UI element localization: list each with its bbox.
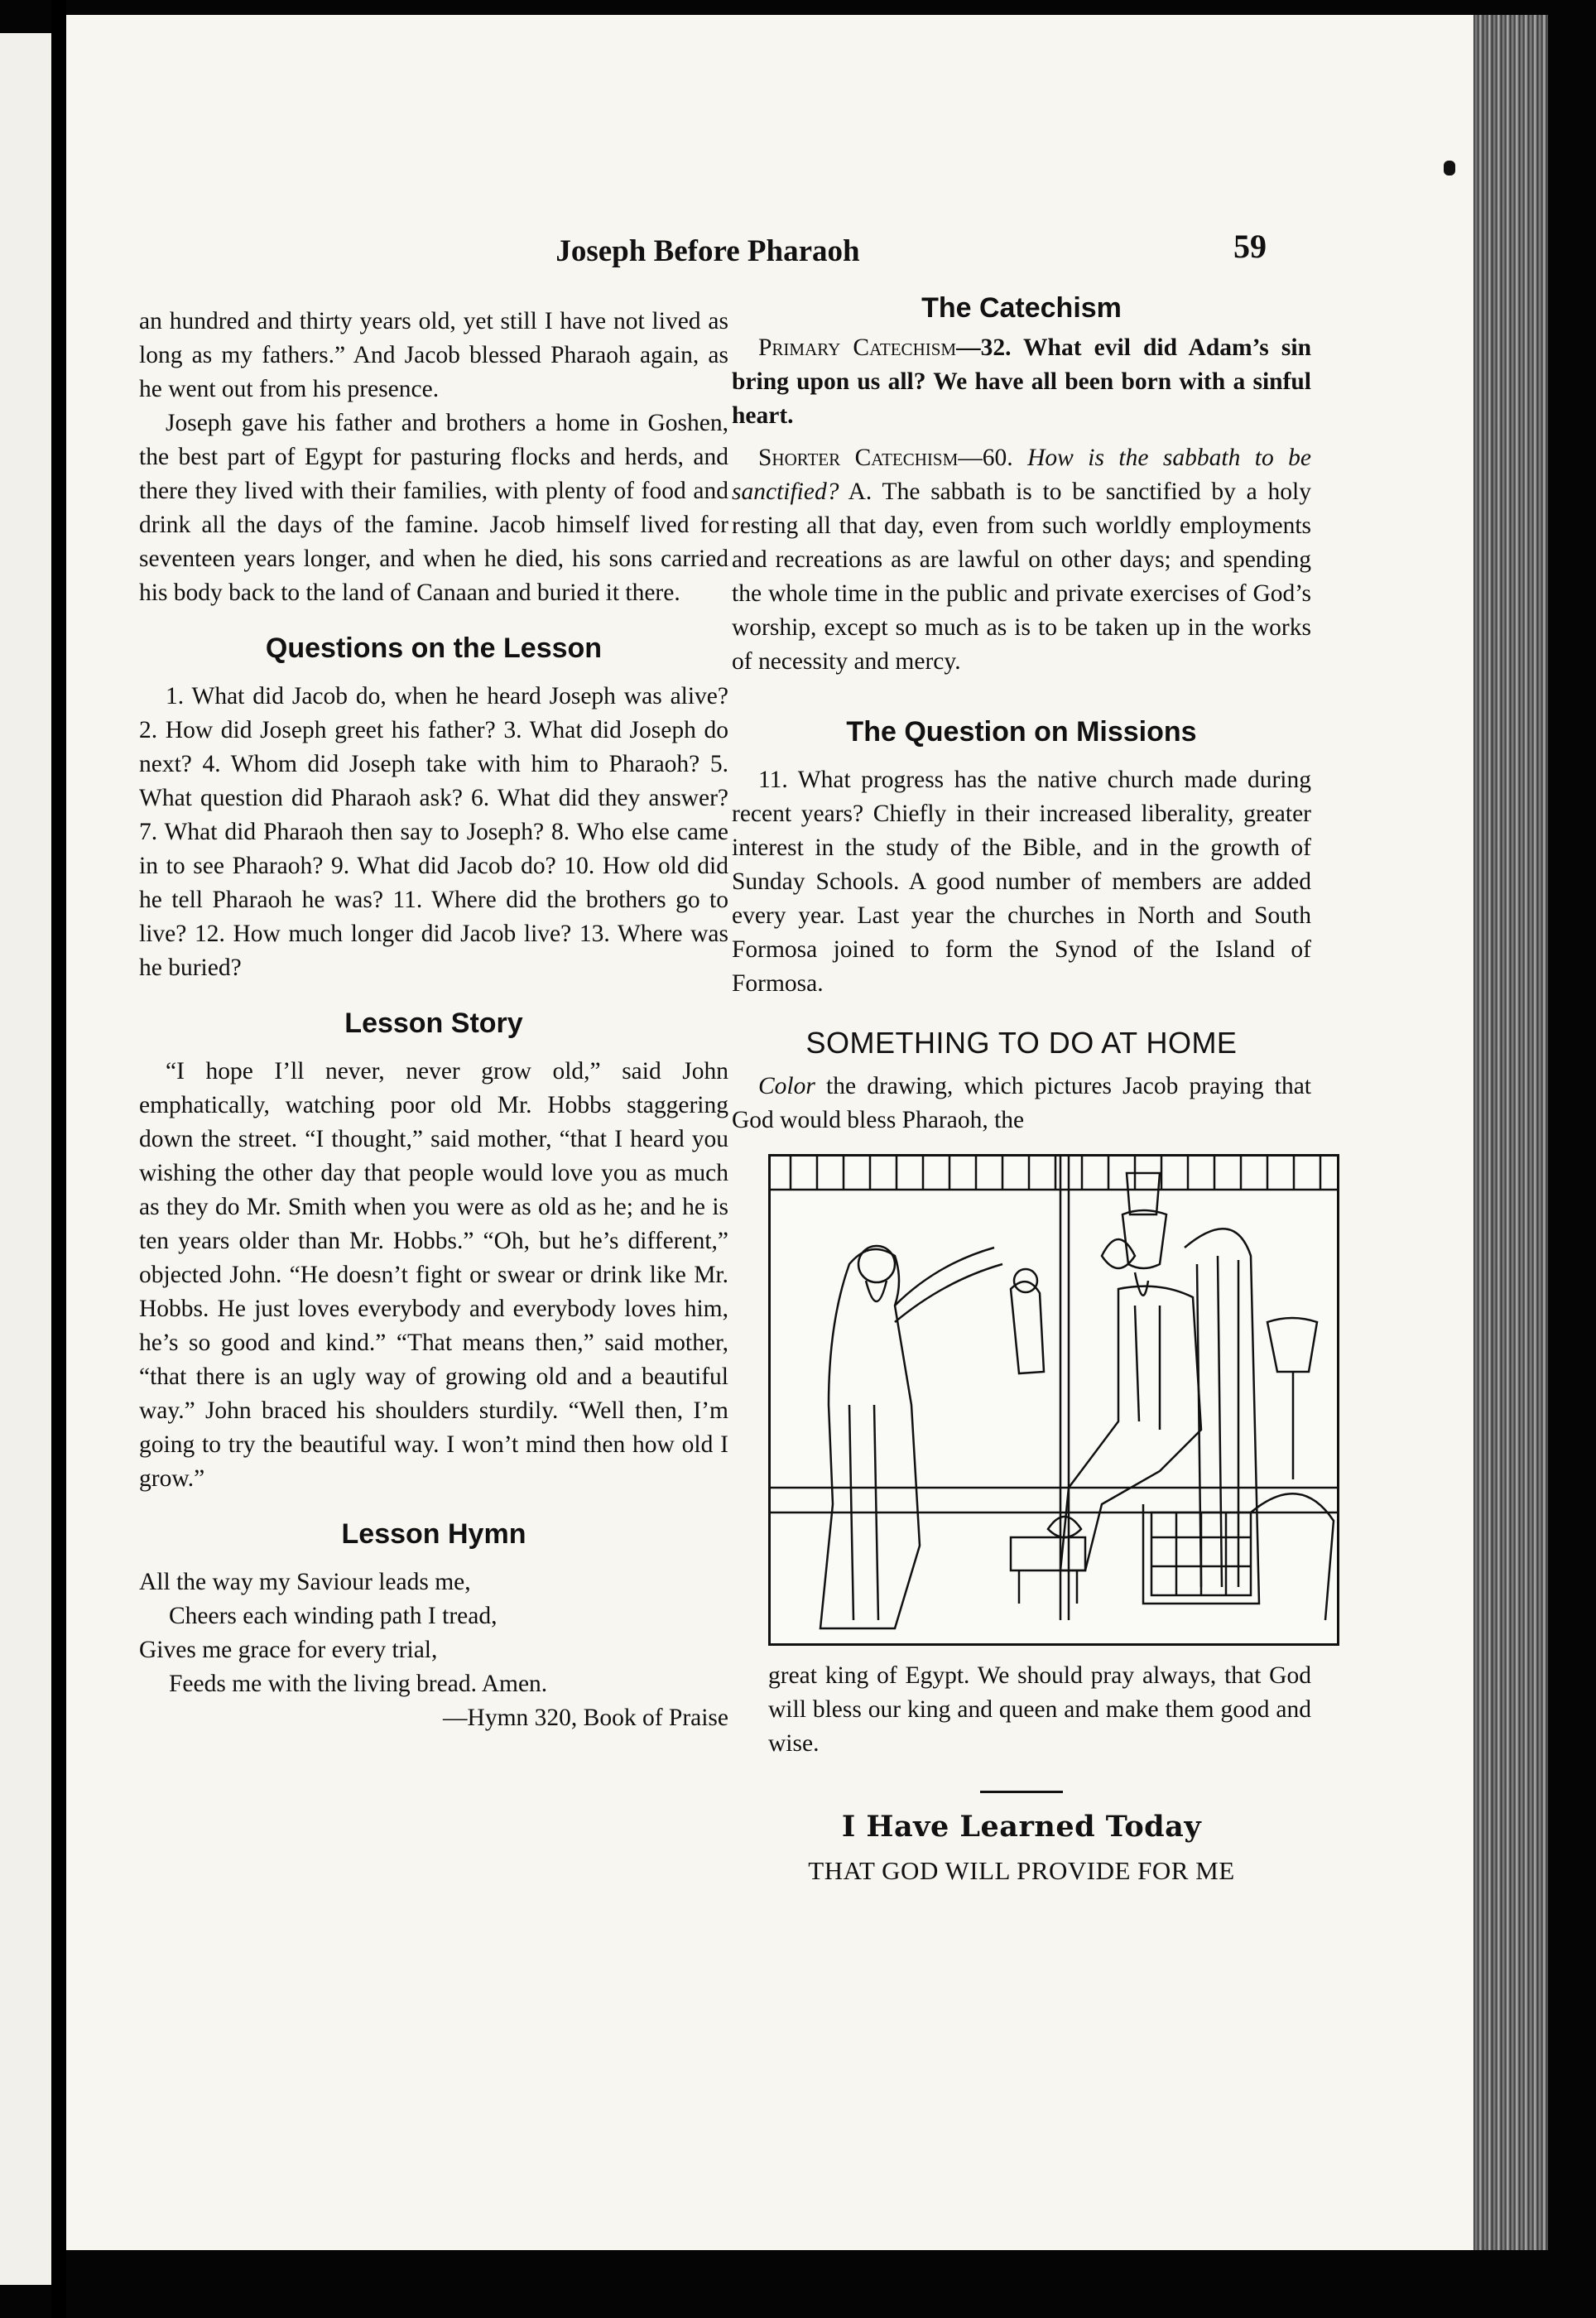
shorter-catechism-answer: A. The sabbath is to be sanctified by a holy resting all that day, even from such worldly employments and recreations as are lawful on other days; and spending the whole time in the public and private exercises of God’s worship, except so much as is to be taken up in the works of necessity and mercy. [732, 479, 1311, 675]
questions-heading: Questions on the Lesson [265, 632, 603, 664]
intro-paragraph-1: an hundred and thirty years old, yet still I have not lived as long as my fathers.” And Jacob blessed Pharaoh again, as he went out from his presence. [139, 308, 728, 402]
coloring-illustration [768, 1154, 1339, 1646]
divider-rule [980, 1791, 1063, 1793]
hymn-line: All the way my Saviour leads me, [139, 1569, 471, 1595]
hymn-line: Gives me grace for every trial, [139, 1637, 438, 1663]
home-activity-body: the drawing, which pictures Jacob praying that God would bless Pharaoh, the [732, 1073, 1312, 1133]
hymn-heading: Lesson Hymn [341, 1518, 526, 1550]
primary-catechism-text: —32. What evil did Adam’s sin bring upon us all? We have all been born with a sinful heart. [732, 334, 1311, 429]
running-title: Joseph Before Pharaoh [555, 234, 860, 268]
story-heading: Lesson Story [344, 1008, 523, 1039]
hymn-citation: —Hymn 320, Book of Praise [443, 1705, 728, 1731]
hymn-line: Cheers each winding path I tread, [169, 1603, 498, 1629]
questions-text: 1. What did Jacob do, when he heard Joseph was alive? 2. How did Joseph greet his father? 3. What did Joseph do next? 4. Whom did Joseph take with him to Pharaoh? 5. What question did Pharaoh ask? 6. What did they answer? 7. What did Pharaoh then say to Joseph? 8. Who else came in to see Pharaoh? 9. What did Jacob do? 10. How old did he tell Pharaoh he was? 11. Where did the brothers go to live? 12. How much longer did Jacob live? 13. Where was he buried? [139, 683, 728, 981]
home-activity-heading: SOMETHING TO DO AT HOME [805, 1026, 1238, 1060]
home-activity-text [732, 1070, 1311, 1137]
left-column [139, 305, 728, 1735]
intro-paragraph-2: Joseph gave his father and brothers a home in Goshen, the best part of Egypt for pasturing flocks and herds, and there they lived with their families, with plenty of food and drink all the days of the famine. Jacob himself lived for seventeen years longer, and when he died, his sons carried his body back to the land of Canaan and buried it there. [139, 410, 728, 606]
book-gutter [51, 0, 66, 2318]
ink-speck [1444, 161, 1455, 176]
fence-posts [791, 1157, 1320, 1190]
primary-catechism [732, 331, 1311, 433]
learned-today-heading: I Have Learned Today [841, 1810, 1202, 1844]
page-number: 59 [1233, 228, 1267, 265]
home-activity-lead: Color [758, 1073, 815, 1099]
right-column [732, 291, 1311, 1888]
home-activity-continuation: great king of Egypt. We should pray always, that God will bless our king and queen and make them good and wise. [768, 1662, 1311, 1757]
missions-text: 11. What progress has the native church made during recent years? Chiefly in their increased liberality, greater interest in the study of the Bible, and in the growth of Sunday Schools. A good number of members are added every year. Last year the churches in North and South Formosa joined to form the Synod of the Island of Formosa. [732, 767, 1311, 997]
story-text: “I hope I’ll never, never grow old,” said John emphatically, watching poor old Mr. Hobbs staggering down the street. “I thought,” said mother, “that I heard you wishing the other day that people would love you as much as they do Mr. Smith when you were as old as he; and he is ten years older than Mr. Hobbs.” “Oh, but he’s different,” objected John. “He doesn’t fight or swear or drink like Mr. Hobbs. He just loves everybody and everybody loves him, he’s so good and kind.” “That means then,” said mother, “that there is an ugly way of growing old and a beautiful way.” John braced his shoulders sturdily. “Well then, I’m going to try the beautiful way. I won’t mind then how old I grow.” [139, 1058, 728, 1492]
catechism-heading: The Catechism [921, 292, 1122, 324]
facing-page-edge [0, 33, 51, 2285]
shorter-catechism-number: —60. [958, 445, 1013, 471]
shorter-catechism [732, 441, 1311, 679]
page-block-edge [1473, 15, 1548, 2250]
shorter-catechism-question: How is the sabbath to be sanctified? [732, 445, 1311, 505]
jacob-blessing-pharaoh-drawing [771, 1157, 1337, 1643]
learned-today-text: THAT GOD WILL PROVIDE FOR ME [808, 1856, 1235, 1885]
missions-heading: The Question on Missions [846, 716, 1197, 748]
hymn-verse [139, 1565, 728, 1735]
shorter-catechism-label: Shorter Catechism [758, 445, 959, 471]
hymn-line: Feeds me with the living bread. Amen. [169, 1671, 548, 1697]
primary-catechism-label: Primary Catechism [758, 334, 957, 361]
